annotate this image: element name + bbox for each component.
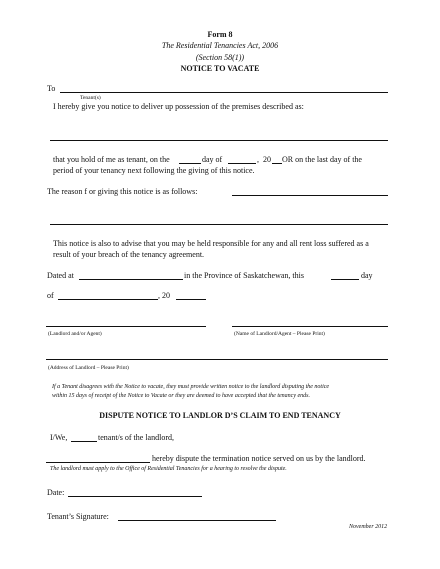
landlord-signature-field[interactable]: [46, 326, 206, 327]
dispute-heading: DISPUTE NOTICE TO LANDLOR D’S CLAIM TO END TENANCY: [99, 411, 341, 420]
or-last-day-text: OR on the last day of the: [282, 155, 362, 164]
dated-day-field[interactable]: [331, 279, 359, 280]
landlord-address-field[interactable]: [46, 359, 388, 360]
day-of-text: day of: [202, 155, 223, 164]
dated-month-field[interactable]: [58, 299, 158, 300]
dispute-rules-line-1: If a Tenant disagrees with the Notice to vacate, they must provide written notice to the landlord disputing the notice: [52, 384, 330, 390]
dispute-tenant-name-field[interactable]: [71, 441, 97, 442]
dispute-date-field[interactable]: [68, 496, 202, 497]
dispute-rules-line-2: within 15 days of receipt of the Notice to Vacate or they are deemed to have accepted that the tenancy ends.: [52, 393, 310, 399]
tenant-name-field[interactable]: [60, 92, 388, 93]
hold-as-tenant-text: that you hold of me as tenant, on the: [53, 155, 170, 164]
to-label: To: [47, 84, 56, 93]
revision-date: November 2012: [349, 524, 388, 530]
rent-loss-text-1: This notice is also to advise that you may be held responsible for any and all rent loss suffered as a: [53, 239, 369, 248]
section-reference: (Section 58(1)): [195, 53, 245, 62]
give-notice-text: I hereby give you notice to deliver up possession of the premises described as:: [53, 102, 304, 111]
tenant-caption: Tenant(s): [80, 95, 101, 101]
landlord-agent-caption: (Landlord and/or Agent): [48, 331, 102, 337]
comma-text: ,: [257, 155, 259, 164]
premises-description-field[interactable]: [50, 140, 388, 141]
landlord-address-caption: (Address of Landlord – Please Print): [48, 365, 129, 371]
reason-field-line-2[interactable]: [50, 224, 388, 225]
dated-place-field[interactable]: [79, 279, 183, 280]
dated-at-label: Dated at: [47, 271, 74, 280]
tenancy-period-text: period of your tenancy next following the giving of this notice.: [53, 166, 255, 175]
vacate-day-field[interactable]: [179, 163, 201, 164]
landlord-name-caption: (Name of Landlord/Agent – Please Print): [234, 331, 325, 337]
dated-year-prefix: , 20: [158, 291, 170, 300]
office-note: The landlord must apply to the Office of Residential Tenancies for a hearing to resolve the dispute.: [50, 466, 287, 472]
tenant-signature-label: Tenant’s Signature:: [47, 512, 109, 521]
landlord-name-field[interactable]: [232, 326, 388, 327]
dated-year-field[interactable]: [176, 299, 206, 300]
reason-field-line-1[interactable]: [232, 195, 388, 196]
act-title: The Residential Tenancies Act, 2006: [161, 41, 279, 50]
year-prefix-text: 20: [263, 155, 271, 164]
form-number: Form 8: [207, 30, 233, 39]
tenants-of-landlord-text: tenant/s of the landlord,: [98, 433, 174, 442]
province-text: in the Province of Saskatchewan, this: [184, 271, 304, 280]
page-title: NOTICE TO VACATE: [180, 64, 260, 73]
vacate-month-field[interactable]: [228, 163, 256, 164]
iwe-label: I/We,: [50, 433, 68, 442]
of-label: of: [47, 291, 54, 300]
day-label: day: [361, 271, 373, 280]
date-label: Date:: [47, 488, 65, 497]
vacate-year-field[interactable]: [272, 163, 282, 164]
hereby-dispute-text: hereby dispute the termination notice served on us by the landlord.: [152, 454, 366, 463]
dispute-name-field[interactable]: [46, 462, 150, 463]
tenant-signature-field[interactable]: [118, 520, 276, 521]
reason-label: The reason f or giving this notice is as follows:: [47, 187, 198, 196]
rent-loss-text-2: result of your breach of the tenancy agreement.: [53, 250, 205, 259]
